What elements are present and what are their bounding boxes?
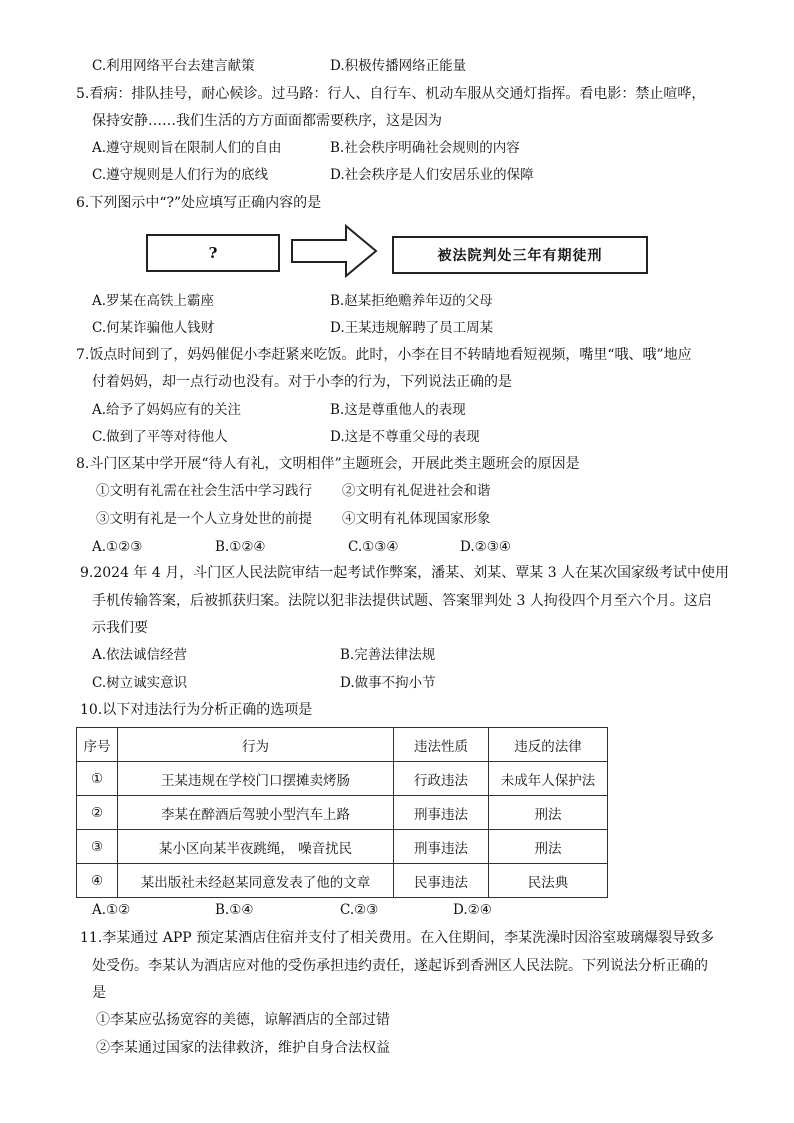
q10-option-c: C.②③ bbox=[340, 902, 379, 918]
q9-stem-line-1: 9.2024 年 4 月，斗门区人民法院审结一起考试作弊案，潘某、刘某、覃某 3 人在某次国家级考试中使用 bbox=[80, 565, 730, 581]
q8-item-4: ④文明有礼体现国家形象 bbox=[342, 511, 491, 527]
q5-option-c: C.遵守规则是人们行为的底线 bbox=[92, 167, 269, 183]
q11-stem-line-3: 是 bbox=[92, 985, 106, 1001]
q6-stem: 6.下列图示中“?”处应填写正确内容的是 bbox=[76, 195, 322, 211]
q11-stem-line-1: 11.李某通过 APP 预定某酒店住宿并支付了相关费用。在入住期间，李某洗澡时因浴室玻璃爆裂导致多 bbox=[80, 930, 715, 946]
q8-item-1: ①文明有礼需在社会生活中学习践行 bbox=[96, 483, 312, 499]
q8-option-b: B.①②④ bbox=[215, 539, 266, 555]
q11-item-1: ①李某应弘扬宽容的美德，谅解酒店的全部过错 bbox=[96, 1012, 390, 1028]
q6-option-d: D.王某违规解聘了员工周某 bbox=[330, 320, 494, 336]
row-behavior: 某出版社未经赵某同意发表了他的文章 bbox=[118, 864, 394, 898]
q10-option-b: B.①④ bbox=[215, 902, 254, 918]
q7-stem-line-1: 7.饭点时间到了，妈妈催促小李赶紧来吃饭。此时，小李在目不转睛地看短视频，嘴里“哦、哦”地应 bbox=[76, 347, 692, 363]
q8-option-c: C.①③④ bbox=[348, 539, 399, 555]
q9-stem-line-3: 示我们要 bbox=[92, 620, 148, 636]
q8-option-a: A.①②③ bbox=[92, 539, 143, 555]
table-row bbox=[77, 796, 608, 830]
diagram-question-mark: ? bbox=[208, 244, 218, 262]
row-index: ④ bbox=[77, 864, 118, 898]
row-nature: 刑事违法 bbox=[394, 796, 489, 830]
q7-option-d: D.这是不尊重父母的表现 bbox=[330, 429, 480, 445]
q5-option-d: D.社会秩序是人们安居乐业的保障 bbox=[330, 167, 534, 183]
q9-option-b: B.完善法律法规 bbox=[340, 647, 436, 663]
q10-option-d: D.②④ bbox=[453, 902, 492, 918]
q9-option-a: A.依法诚信经营 bbox=[92, 647, 188, 663]
q9-option-d: D.做事不拘小节 bbox=[340, 675, 436, 691]
violations-table bbox=[76, 727, 608, 898]
row-nature: 民事违法 bbox=[394, 864, 489, 898]
header-index: 序号 bbox=[77, 728, 118, 762]
row-behavior: 李某在醉酒后驾驶小型汽车上路 bbox=[118, 796, 394, 830]
q7-option-a: A.给予了妈妈应有的关注 bbox=[92, 402, 242, 418]
header-law: 违反的法律 bbox=[489, 728, 608, 762]
q8-stem: 8.斗门区某中学开展“待人有礼，文明相伴”主题班会，开展此类主题班会的原因是 bbox=[76, 456, 580, 472]
table-row bbox=[77, 762, 608, 796]
table-row bbox=[77, 864, 608, 898]
q7-stem-line-2: 付着妈妈，却一点行动也没有。对于小李的行为，下列说法正确的是 bbox=[92, 374, 512, 390]
row-law: 民法典 bbox=[489, 864, 608, 898]
diagram-arrow-icon bbox=[290, 224, 380, 278]
row-index: ② bbox=[77, 796, 118, 830]
q7-option-b: B.这是尊重他人的表现 bbox=[330, 402, 466, 418]
row-behavior: 某小区向某半夜跳绳， 噪音扰民 bbox=[118, 830, 394, 864]
diagram-result-text: 被法院判处三年有期徒刑 bbox=[437, 248, 603, 264]
q8-item-3: ③文明有礼是一个人立身处世的前提 bbox=[96, 511, 312, 527]
q5-stem-line-2: 保持安静……我们生活的方方面面都需要秩序，这是因为 bbox=[92, 113, 442, 129]
q8-item-2: ②文明有礼促进社会和谐 bbox=[342, 483, 491, 499]
row-law: 刑法 bbox=[489, 830, 608, 864]
q6-option-b: B.赵某拒绝赡养年迈的父母 bbox=[330, 293, 493, 309]
q10-stem: 10.以下对违法行为分析正确的选项是 bbox=[80, 702, 313, 718]
row-law: 未成年人保护法 bbox=[489, 762, 608, 796]
q8-option-d: D.②③④ bbox=[460, 539, 511, 555]
q10-option-a: A.①② bbox=[92, 902, 131, 918]
q5-option-a: A.遵守规则旨在限制人们的自由 bbox=[92, 140, 282, 156]
row-nature: 刑事违法 bbox=[394, 830, 489, 864]
table-row bbox=[77, 830, 608, 864]
q4-option-c: C.利用网络平台去建言献策 bbox=[92, 58, 255, 74]
row-behavior: 王某违规在学校门口摆摊卖烤肠 bbox=[118, 762, 394, 796]
diagram-question-box bbox=[146, 234, 280, 272]
q11-stem-line-2: 处受伤。李某认为酒店应对他的受伤承担违约责任，遂起诉到香洲区人民法院。下列说法分析正确的 bbox=[92, 958, 708, 974]
diagram-result-box bbox=[392, 236, 648, 274]
q5-stem-line-1: 5.看病：排队挂号，耐心候诊。过马路：行人、自行车、机动车服从交通灯指挥。看电影：禁止喧哗， bbox=[76, 86, 706, 102]
row-law: 刑法 bbox=[489, 796, 608, 830]
q6-option-a: A.罗某在高铁上霸座 bbox=[92, 293, 215, 309]
q7-option-c: C.做到了平等对待他人 bbox=[92, 429, 228, 445]
q6-option-c: C.何某诈骗他人钱财 bbox=[92, 320, 215, 336]
header-nature: 违法性质 bbox=[394, 728, 489, 762]
q5-option-b: B.社会秩序明确社会规则的内容 bbox=[330, 140, 520, 156]
header-behavior: 行为 bbox=[118, 728, 394, 762]
q9-stem-line-2: 手机传输答案，后被抓获归案。法院以犯非法提供试题、答案罪判处 3 人拘役四个月至六个月。这启 bbox=[92, 593, 712, 609]
row-index: ① bbox=[77, 762, 118, 796]
q11-item-2: ②李某通过国家的法律救济，维护自身合法权益 bbox=[96, 1040, 390, 1056]
table-header-row bbox=[77, 728, 608, 762]
row-index: ③ bbox=[77, 830, 118, 864]
q4-option-d: D.积极传播网络正能量 bbox=[330, 58, 467, 74]
row-nature: 行政违法 bbox=[394, 762, 489, 796]
q9-option-c: C.树立诚实意识 bbox=[92, 675, 188, 691]
